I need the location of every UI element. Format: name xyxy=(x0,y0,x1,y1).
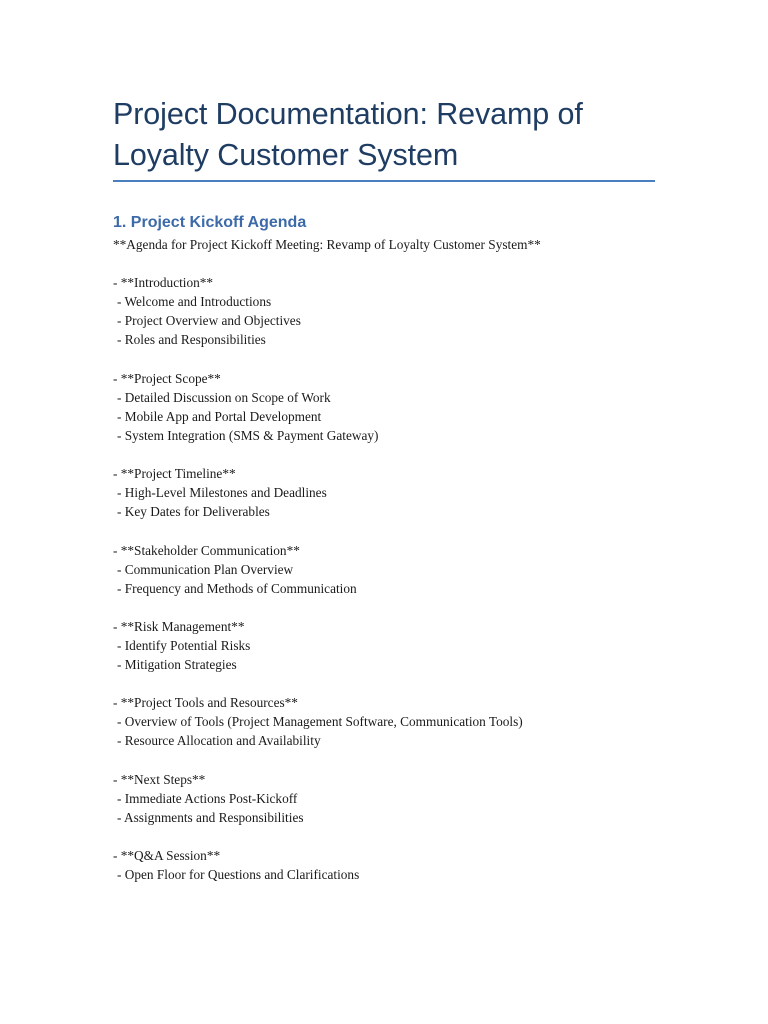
agenda-group-heading: - **Q&A Session** xyxy=(113,848,221,863)
agenda-list xyxy=(113,273,655,884)
agenda-group xyxy=(113,369,655,445)
agenda-item: - Welcome and Introductions xyxy=(117,294,272,310)
agenda-group xyxy=(113,693,655,750)
agenda-item: - High-Level Milestones and Deadlines xyxy=(117,485,327,501)
agenda-group xyxy=(113,541,655,598)
document-title-line-1: Project Documentation: Revamp of xyxy=(113,97,583,131)
agenda-item: - Detailed Discussion on Scope of Work xyxy=(117,389,331,405)
document-page xyxy=(113,94,655,884)
agenda-group xyxy=(113,617,655,674)
agenda-item: - System Integration (SMS & Payment Gateway) xyxy=(117,427,379,443)
agenda-item: - Identify Potential Risks xyxy=(117,637,251,653)
agenda-item: - Open Floor for Questions and Clarifications xyxy=(117,867,360,883)
agenda-group xyxy=(113,273,655,349)
agenda-item: - Frequency and Methods of Communication xyxy=(117,580,357,596)
agenda-item: - Resource Allocation and Availability xyxy=(117,733,321,749)
agenda-group-heading: - **Introduction** xyxy=(113,275,214,291)
agenda-group xyxy=(113,464,655,521)
agenda-item: - Mobile App and Portal Development xyxy=(117,408,322,424)
agenda-group xyxy=(113,846,655,884)
agenda-group-heading: - **Risk Management** xyxy=(113,618,245,634)
agenda-item: - Overview of Tools (Project Management Software, Communication Tools) xyxy=(117,714,523,730)
agenda-group-heading: - **Project Scope** xyxy=(113,370,221,386)
section-heading: 1. Project Kickoff Agenda xyxy=(113,214,307,231)
agenda-item: - Mitigation Strategies xyxy=(117,657,237,673)
agenda-intro: **Agenda for Project Kickoff Meeting: Revamp of Loyalty Customer System** xyxy=(113,237,541,252)
agenda-item: - Communication Plan Overview xyxy=(117,561,294,577)
agenda-group xyxy=(113,770,655,827)
agenda-item: - Project Overview and Objectives xyxy=(117,313,301,329)
agenda-group-heading: - **Next Steps** xyxy=(113,771,206,787)
title-divider xyxy=(113,180,655,182)
agenda-group-heading: - **Project Tools and Resources** xyxy=(113,695,298,711)
agenda-item: - Key Dates for Deliverables xyxy=(117,504,270,520)
agenda-item: - Assignments and Responsibilities xyxy=(117,809,304,825)
agenda-group-heading: - **Stakeholder Communication** xyxy=(113,542,300,558)
agenda-item: - Roles and Responsibilities xyxy=(117,332,266,348)
agenda-item: - Immediate Actions Post-Kickoff xyxy=(117,790,298,806)
document-title xyxy=(113,94,655,176)
agenda-group-heading: - **Project Timeline** xyxy=(113,466,236,482)
document-title-line-2: Loyalty Customer System xyxy=(113,138,459,172)
